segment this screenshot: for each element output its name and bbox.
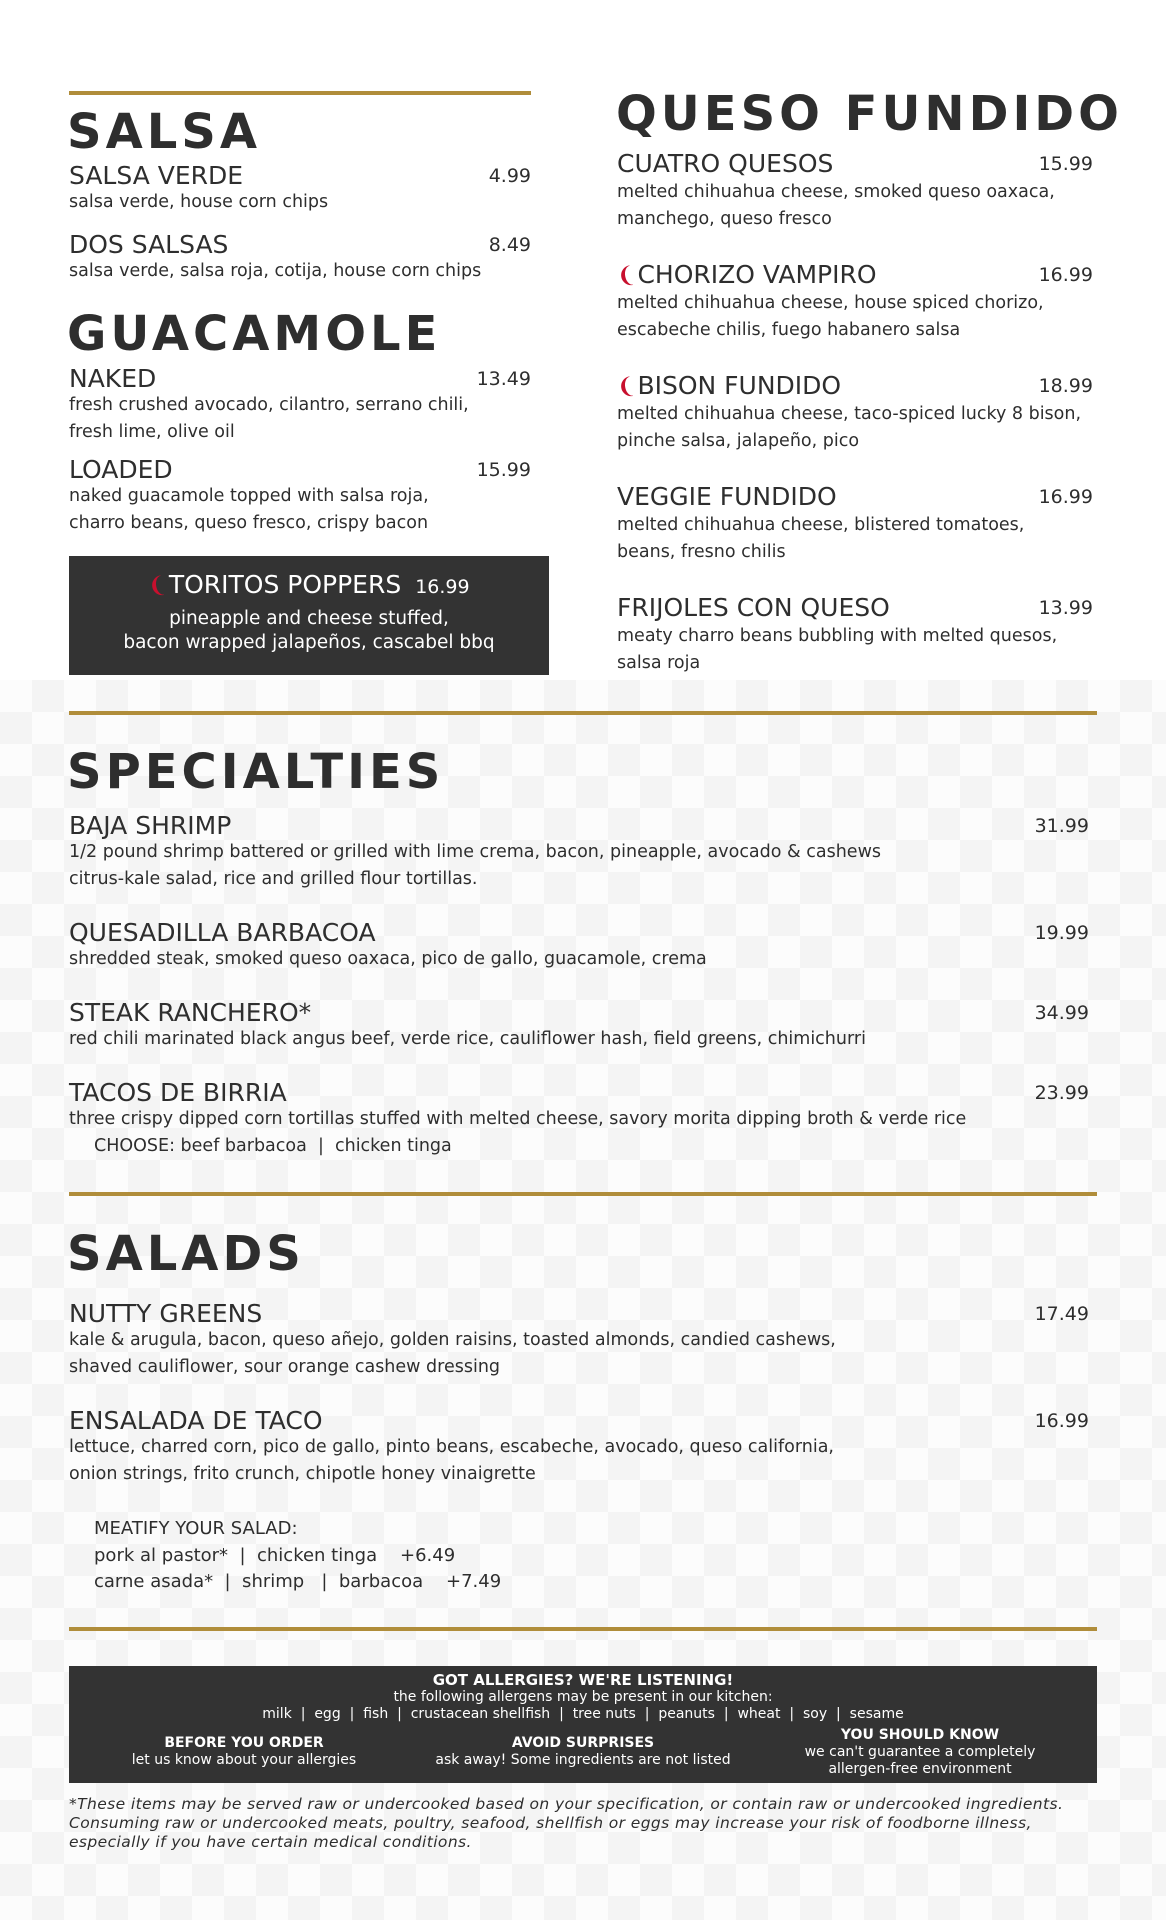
menu-item-steak-ranchero xyxy=(69,1000,1089,1053)
allergy-title: GOT ALLERGIES? WE'RE LISTENING! xyxy=(432,1671,734,1689)
item-price: 15.99 xyxy=(1038,153,1093,175)
menu-item-cuatro-quesos xyxy=(617,151,1093,234)
salsa-heading: SALSA xyxy=(67,104,262,160)
meatify-title: MEATIFY YOUR SALAD: xyxy=(94,1518,298,1539)
allergy-subtitle: the following allergens may be present in our kitchen: xyxy=(393,1689,773,1705)
menu-item-ensalada-de-taco xyxy=(69,1408,1089,1489)
item-name: QUESADILLA BARBACOA xyxy=(69,918,376,947)
menu-item-nutty-greens xyxy=(69,1301,1089,1382)
menu-item-bison-fundido xyxy=(614,371,1093,456)
menu-item-salsa-verde xyxy=(69,163,531,216)
allergen-list: milk | egg | fish | crustacean shellfish | tree nuts | peanuts | wheat | soy | sesame xyxy=(262,1705,904,1722)
allergy-col-title: AVOID SURPRISES xyxy=(511,1735,655,1751)
salsa-top-rule xyxy=(69,91,531,95)
menu-item-frijoles-con-queso xyxy=(617,595,1093,678)
allergy-col-avoid-surprises xyxy=(418,1735,748,1769)
allergy-top-rule xyxy=(69,1627,1097,1631)
raw-food-disclaimer xyxy=(69,1795,1099,1852)
chili-pepper-icon: ❨ xyxy=(614,262,638,291)
item-description: three crispy dipped corn tortillas stuffed with melted cheese, savory morita dipping broth & verde rice xyxy=(69,1109,967,1130)
meatify-line2: carne asada* | shrimp | barbacoa +7.49 xyxy=(94,1571,502,1593)
item-name: NAKED xyxy=(69,364,157,393)
item-name: ENSALADA DE TACO xyxy=(69,1406,323,1435)
item-price: 8.49 xyxy=(488,234,531,256)
item-price: 23.99 xyxy=(1034,1082,1089,1104)
poppers-title-row xyxy=(69,570,549,599)
menu-item-dos-salsas xyxy=(69,232,531,285)
item-price: 13.99 xyxy=(1038,597,1093,619)
item-description: salsa verde, salsa roja, cotija, house corn chips xyxy=(69,261,482,282)
item-description: kale & arugula, bacon, queso añejo, golden raisins, toasted almonds, candied cashews, xyxy=(69,1330,836,1351)
poppers-description xyxy=(69,607,549,654)
item-description: naked guacamole topped with salsa roja, charro beans, queso fresco, crispy bacon xyxy=(69,486,429,534)
poppers-desc-line1: pineapple and cheese stuffed, xyxy=(169,608,449,629)
item-name: DOS SALSAS xyxy=(69,230,229,259)
poppers-desc-line2: bacon wrapped jalapeños, cascabel bbq xyxy=(123,631,495,653)
item-description-line2: onion strings, frito crunch, chipotle honey vinaigrette xyxy=(69,1464,536,1485)
allergy-info-box xyxy=(69,1666,1097,1783)
item-name: SALSA VERDE xyxy=(69,161,244,190)
item-name-row xyxy=(614,371,1093,402)
item-price: 16.99 xyxy=(1038,486,1093,508)
item-name: VEGGIE FUNDIDO xyxy=(617,482,837,511)
allergy-col-text-line1: we can't guarantee a completely xyxy=(804,1743,1036,1760)
item-description: 1/2 pound shrimp battered or grilled with lime crema, bacon, pineapple, avocado & cashews xyxy=(69,842,881,863)
item-price: 18.99 xyxy=(1038,375,1093,397)
item-description-line2: shaved cauliflower, sour orange cashew dressing xyxy=(69,1357,501,1378)
item-price: 19.99 xyxy=(1034,922,1089,944)
item-name: NUTTY GREENS xyxy=(69,1299,263,1328)
salads-top-rule xyxy=(69,1192,1097,1196)
item-description: meaty charro beans bubbling with melted quesos, salsa roja xyxy=(617,626,1058,674)
disclaimer-line2: Consuming raw or undercooked meats, poultry, seafood, shellfish or eggs may increase your risk of foodborne illness, xyxy=(69,1813,1032,1832)
item-price: 16.99 xyxy=(1034,1410,1089,1432)
item-description: shredded steak, smoked queso oaxaca, pico de gallo, guacamole, crema xyxy=(69,949,707,970)
menu-item-naked xyxy=(69,366,531,447)
poppers-price: 16.99 xyxy=(415,576,470,598)
item-price: 15.99 xyxy=(476,459,531,481)
item-name: TACOS DE BIRRIA xyxy=(69,1078,287,1107)
poppers-name: TORITOS POPPERS xyxy=(168,570,402,599)
item-description: melted chihuahua cheese, blistered tomatoes, beans, fresno chilis xyxy=(617,515,1025,563)
specialties-heading: SPECIALTIES xyxy=(67,744,445,800)
item-name: CHORIZO VAMPIRO xyxy=(637,260,877,289)
item-description: salsa verde, house corn chips xyxy=(69,192,329,213)
disclaimer-line3: especially if you have certain medical conditions. xyxy=(69,1832,472,1851)
menu-item-loaded xyxy=(69,457,531,538)
meatify-your-salad xyxy=(94,1516,501,1596)
chili-pepper-icon: ❨ xyxy=(614,373,638,402)
menu-item-tacos-de-birria xyxy=(69,1080,1089,1161)
allergy-col-text: let us know about your allergies xyxy=(131,1751,357,1768)
item-name: BAJA SHRIMP xyxy=(69,811,232,840)
allergy-col-title: YOU SHOULD KNOW xyxy=(840,1727,1000,1743)
item-price: 16.99 xyxy=(1038,264,1093,286)
queso-fundido-heading: QUESO FUNDIDO xyxy=(616,86,1123,142)
item-description: melted chihuahua cheese, taco-spiced lucky 8 bison, pinche salsa, jalapeño, pico xyxy=(617,404,1082,452)
item-name-row xyxy=(614,260,1093,291)
item-name: STEAK RANCHERO* xyxy=(69,998,312,1027)
allergy-col-title: BEFORE YOU ORDER xyxy=(164,1735,324,1751)
chili-pepper-icon: ❨ xyxy=(146,572,169,601)
item-price: 31.99 xyxy=(1034,815,1089,837)
menu-item-quesadilla-barbacoa xyxy=(69,920,1089,973)
allergy-col-before-you-order xyxy=(79,1735,409,1769)
menu-item-veggie-fundido xyxy=(617,484,1093,567)
specialties-top-rule xyxy=(69,711,1097,715)
salads-heading: SALADS xyxy=(67,1226,305,1282)
allergy-col-text: ask away! Some ingredients are not listed xyxy=(435,1751,731,1768)
item-name: BISON FUNDIDO xyxy=(637,371,842,400)
item-description: fresh crushed avocado, cilantro, serrano chili, fresh lime, olive oil xyxy=(69,395,469,443)
menu-item-chorizo-vampiro xyxy=(614,260,1093,345)
item-name: CUATRO QUESOS xyxy=(617,149,834,178)
item-description: melted chihuahua cheese, smoked queso oaxaca, manchego, queso fresco xyxy=(617,182,1055,230)
disclaimer-line1: *These items may be served raw or undercooked based on your specification, or contain raw or undercooked ingredients. xyxy=(69,1795,1064,1813)
item-description: melted chihuahua cheese, house spiced chorizo, escabeche chilis, fuego habanero salsa xyxy=(617,293,1044,341)
item-price: 13.49 xyxy=(476,368,531,390)
item-choose-options: CHOOSE: beef barbacoa | chicken tinga xyxy=(94,1136,452,1157)
guacamole-heading: GUACAMOLE xyxy=(67,306,442,362)
item-name: FRIJOLES CON QUESO xyxy=(617,593,890,622)
item-price: 4.99 xyxy=(488,165,531,187)
item-description-line2: citrus-kale salad, rice and grilled flour tortillas. xyxy=(69,869,478,890)
item-price: 34.99 xyxy=(1034,1002,1089,1024)
allergy-col-you-should-know xyxy=(755,1727,1085,1777)
menu-item-baja-shrimp xyxy=(69,813,1089,894)
item-name: LOADED xyxy=(69,455,173,484)
item-price: 17.49 xyxy=(1034,1303,1089,1325)
allergy-col-text-line2: allergen-free environment xyxy=(828,1760,1012,1777)
item-description: red chili marinated black angus beef, verde rice, cauliflower hash, field greens, chimichurri xyxy=(69,1029,866,1050)
featured-poppers-box xyxy=(69,556,549,675)
item-description: lettuce, charred corn, pico de gallo, pinto beans, escabeche, avocado, queso california, xyxy=(69,1437,834,1458)
meatify-line1: pork al pastor* | chicken tinga +6.49 xyxy=(94,1544,456,1566)
